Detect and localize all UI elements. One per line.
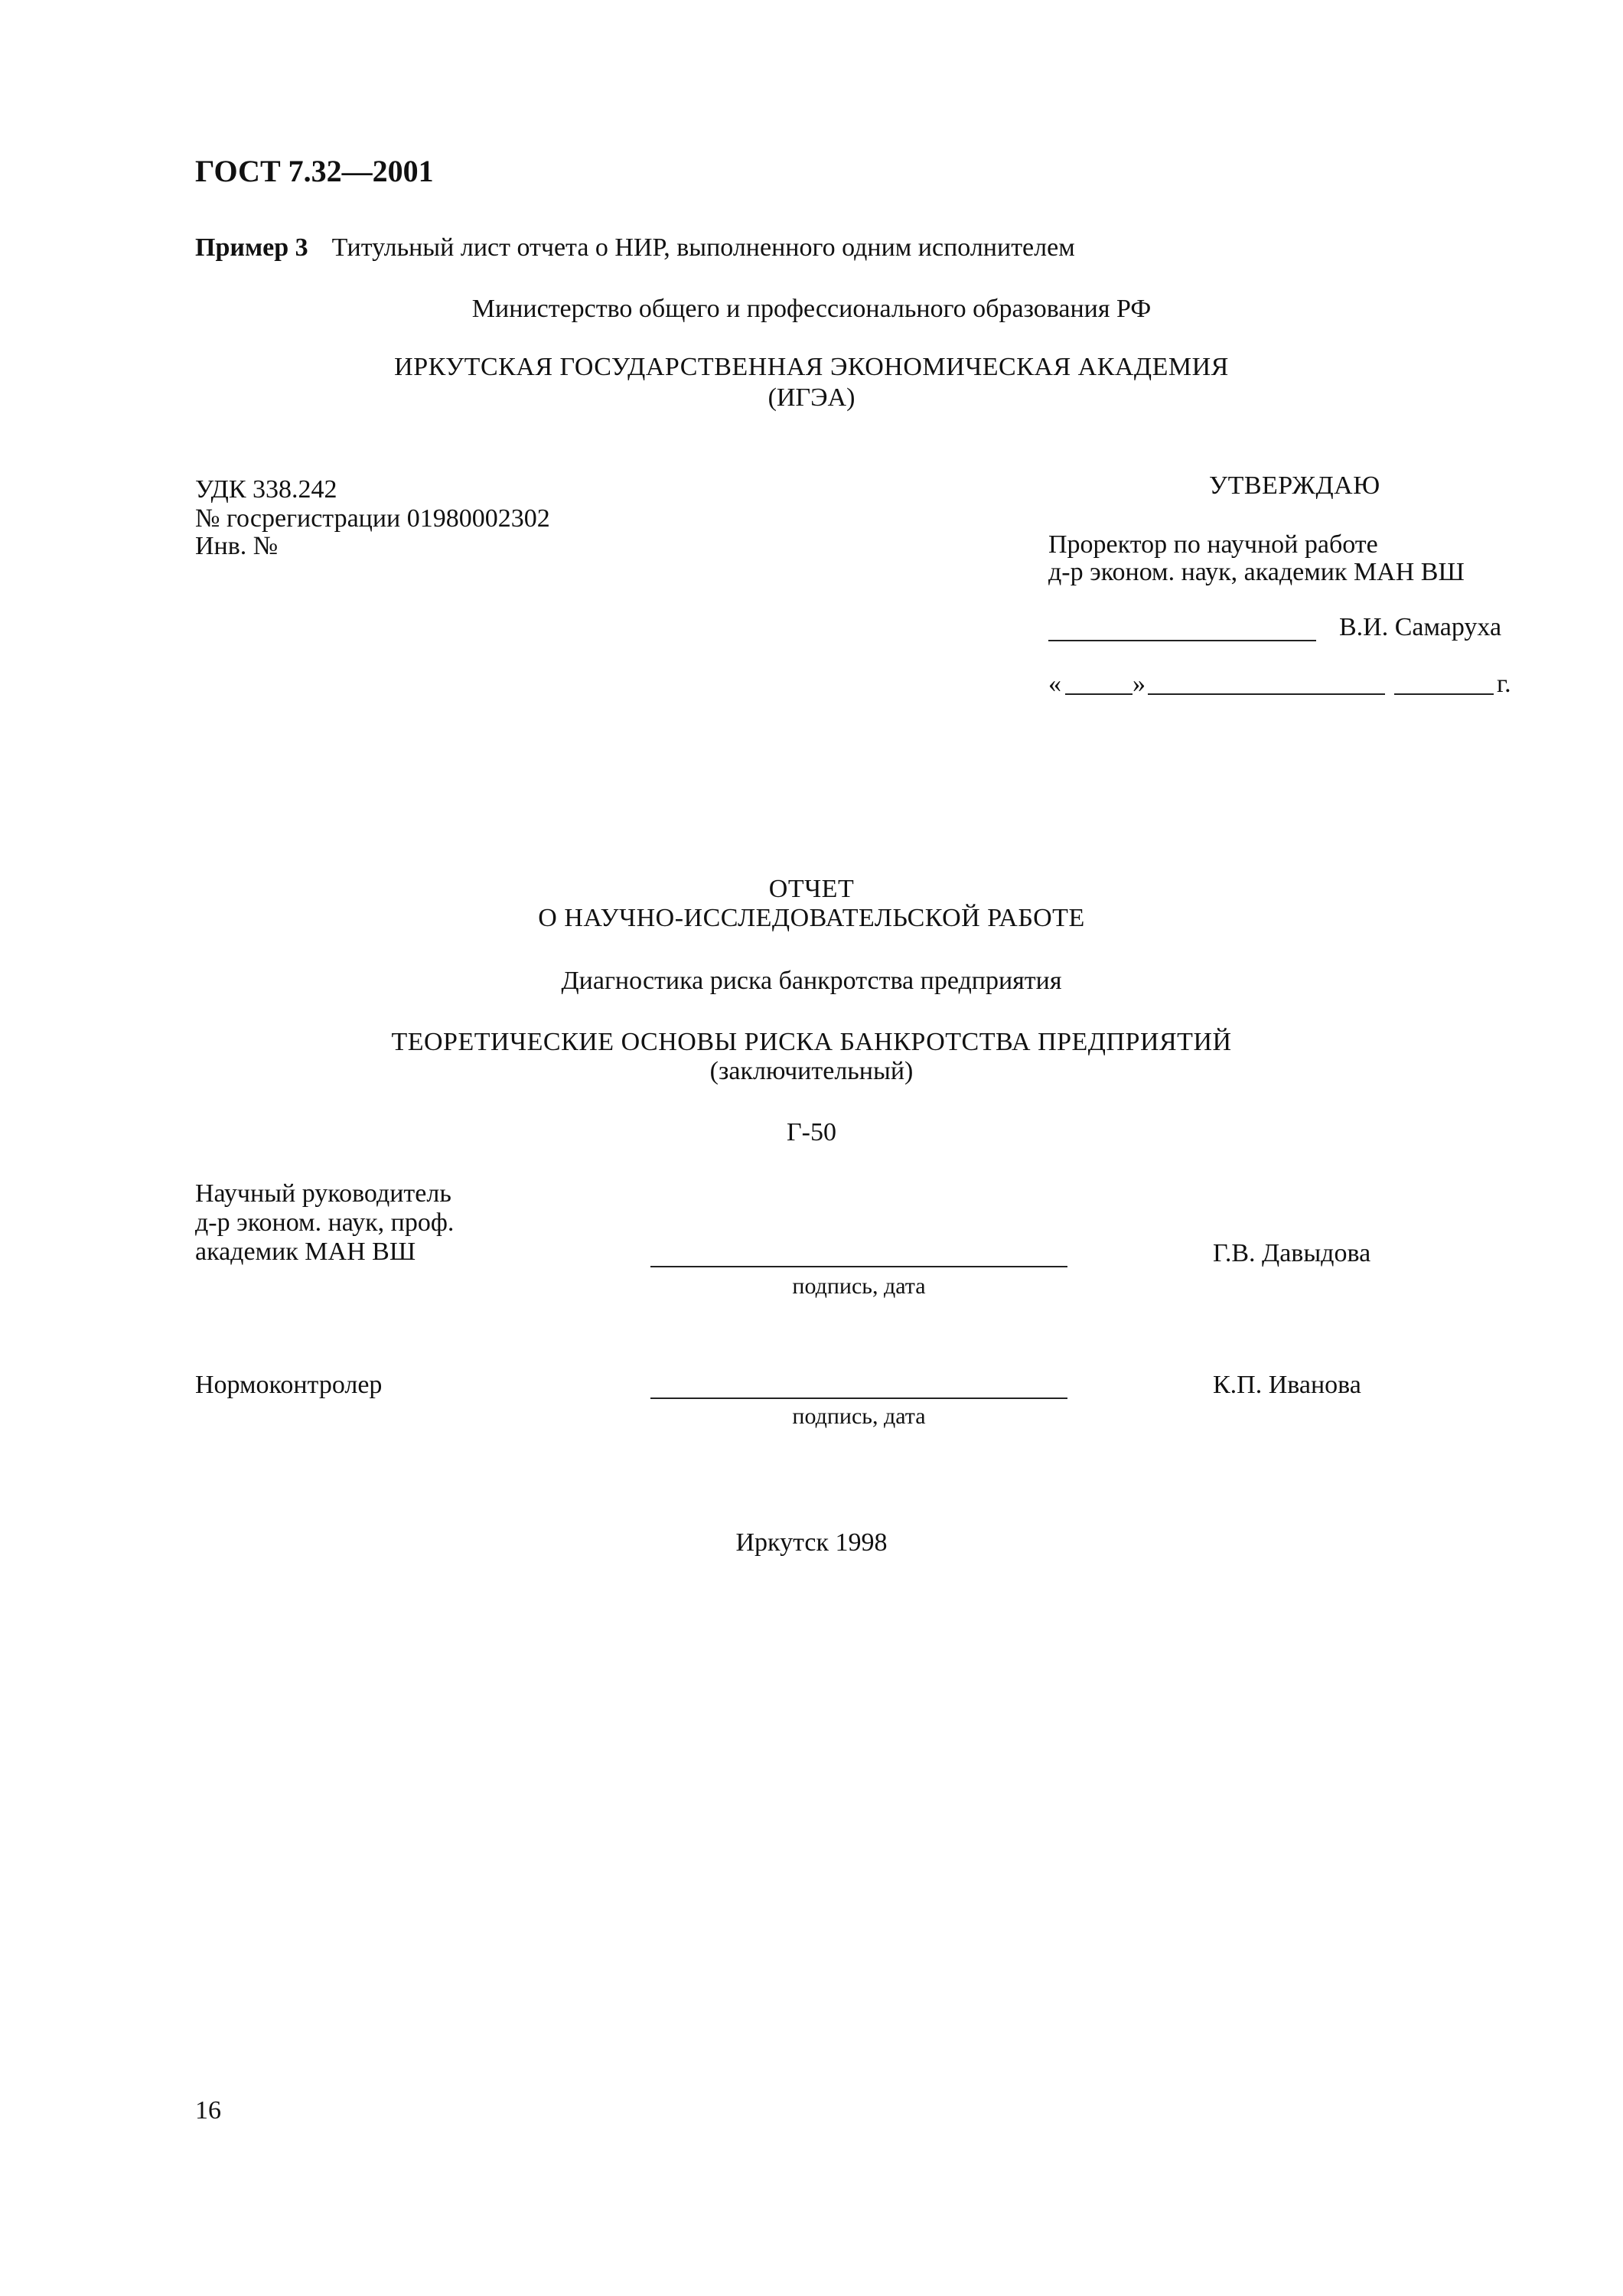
approval-year-suffix: г. bbox=[1497, 670, 1511, 698]
supervisor-title: Научный руководитель bbox=[195, 1179, 451, 1208]
organization-name: ИРКУТСКАЯ ГОСУДАРСТВЕННАЯ ЭКОНОМИЧЕСКАЯ АКАДЕМИЯ bbox=[394, 353, 1229, 381]
normcontrol-label: Нормоконтролер bbox=[195, 1371, 383, 1399]
supervisor-signature-line bbox=[650, 1266, 1067, 1267]
report-title: ОТЧЕТ bbox=[768, 875, 855, 903]
approval-degree: д-р эконом. наук, академик МАН ВШ bbox=[1048, 558, 1465, 586]
page-number: 16 bbox=[195, 2096, 221, 2125]
supervisor-name: Г.В. Давыдова bbox=[1213, 1239, 1371, 1267]
supervisor-academic: академик МАН ВШ bbox=[195, 1238, 416, 1266]
udk: УДК 338.242 bbox=[195, 475, 337, 504]
organization-abbr: (ИГЭА) bbox=[768, 383, 855, 412]
approval-date-close-quote: » bbox=[1133, 670, 1146, 698]
example-label: Пример 3 bbox=[195, 233, 308, 262]
supervisor-degree: д-р эконом. наук, проф. bbox=[195, 1208, 455, 1237]
ministry-name: Министерство общего и профессионального образования РФ bbox=[471, 295, 1152, 323]
approval-title: УТВЕРЖДАЮ bbox=[1209, 471, 1380, 500]
inventory-number: Инв. № bbox=[195, 532, 279, 560]
normcontrol-signature-line bbox=[650, 1397, 1067, 1399]
city-year: Иркутск 1998 bbox=[735, 1528, 888, 1557]
approval-signature-line bbox=[1048, 640, 1316, 641]
example-line bbox=[195, 233, 1075, 263]
approval-date-month-line bbox=[1148, 693, 1385, 695]
approval-date-year-line bbox=[1394, 693, 1494, 695]
standard-header: ГОСТ 7.32—2001 bbox=[195, 154, 434, 188]
report-subtitle: ТЕОРЕТИЧЕСКИЕ ОСНОВЫ РИСКА БАНКРОТСТВА ПРЕДПРИЯТИЙ bbox=[391, 1028, 1232, 1056]
normcontrol-signature-caption: подпись, дата bbox=[792, 1404, 926, 1429]
approval-position: Проректор по научной работе bbox=[1048, 530, 1378, 559]
gosreg-number: № госрегистрации 01980002302 bbox=[195, 504, 550, 533]
supervisor-signature-caption: подпись, дата bbox=[792, 1274, 926, 1299]
approval-date-day-line bbox=[1065, 693, 1133, 695]
report-title-line2: О НАУЧНО-ИССЛЕДОВАТЕЛЬСКОЙ РАБОТЕ bbox=[538, 904, 1085, 932]
example-text: Титульный лист отчета о НИР, выполненного одним исполнителем bbox=[331, 233, 1075, 262]
approval-name: В.И. Самаруха bbox=[1339, 613, 1502, 641]
report-kind: (заключительный) bbox=[709, 1057, 914, 1085]
approval-date-open-quote: « bbox=[1048, 670, 1061, 698]
normcontrol-name: К.П. Иванова bbox=[1213, 1371, 1361, 1399]
report-code: Г-50 bbox=[787, 1118, 836, 1146]
report-topic: Диагностика риска банкротства предприятия bbox=[561, 967, 1062, 995]
